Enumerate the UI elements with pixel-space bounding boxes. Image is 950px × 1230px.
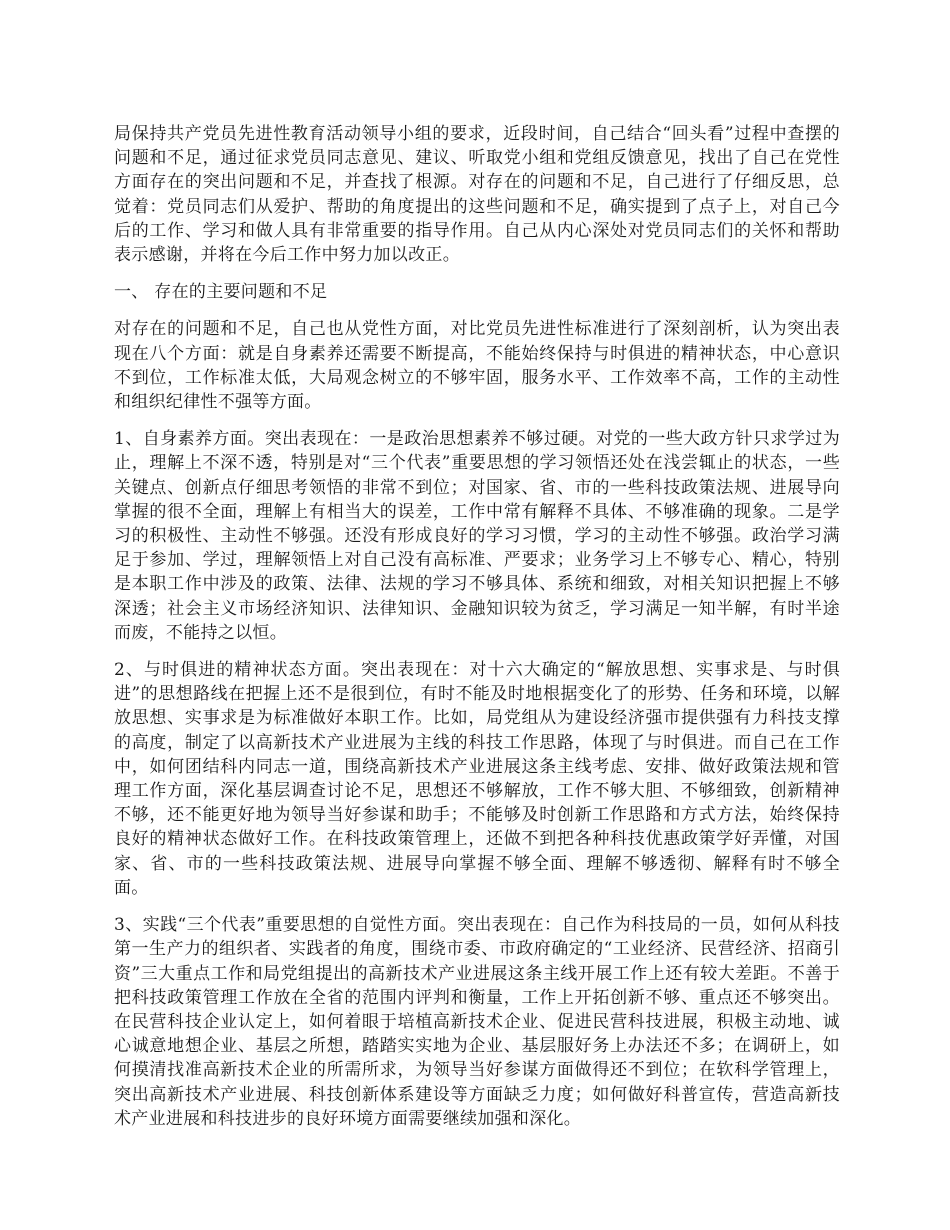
overview-paragraph: 对存在的问题和不足，自己也从党性方面，对比党员先进性标准进行了深刻剖析，认为突出表现在八个方面：就是自身素养还需要不断提高，不能始终保持与时俱进的精神状态，中心意识不到位，工作标准太低，大局观念树立的不够牢固，服务水平、工作效率不高，工作的主动性和组织纪律性不强等方面。 [114,319,840,413]
document-page [114,122,840,1144]
item-3-paragraph: 3、实践“三个代表”重要思想的自觉性方面。突出表现在：自己作为科技局的一员，如何从科技第一生产力的组织者、实践者的角度，围绕市委、市政府确定的“工业经济、民营经济、招商引资”三大重点工作和局党组提出的高新技术产业进展这条主线开展工作上还有较大差距。不善于把科技政策管理工作放在全省的范围内评判和衡量，工作上开拓创新不够、重点还不够突出。在民营科技企业认定上，如何着眼于培植高新技术企业、促进民营科技进展，积极主动地、诚心诚意地想企业、基层之所想，踏踏实实地为企业、基层服好务上办法还不多；在调研上，如何摸清找准高新技术企业的所需所求，为领导当好参谋方面做得还不到位；在软科学管理上，突出高新技术产业进展、科技创新体系建设等方面缺乏力度；如何做好科普宣传，营造高新技术产业进展和科技进步的良好环境方面需要继续加强和深化。 [114,915,840,1129]
section-heading: 一、 存在的主要问题和不足 [114,282,328,303]
item-1-paragraph: 1、自身素养方面。突出表现在：一是政治思想素养不够过硬。对党的一些大政方针只求学过为止，理解上不深不透，特别是对“三个代表”重要思想的学习领悟还处在浅尝辄止的状态，一些关键点、创新点仔细思考领悟的非常不到位；对国家、省、市的一些科技政策法规、进展导向掌握的很不全面，理解上有相当大的误差，工作中常有解释不具体、不够准确的现象。二是学习的积极性、主动性不够强。还没有形成良好的学习习惯，学习的主动性不够强。政治学习满足于参加、学过，理解领悟上对自己没有高标准、严要求；业务学习上不够专心、精心，特别是本职工作中涉及的政策、法律、法规的学习不够具体、系统和细致，对相关知识把握上不够深透；社会主义市场经济知识、法律知识、金融知识较为贫乏，学习满足一知半解，有时半途而废，不能持之以恒。 [114,429,840,643]
item-2-paragraph: 2、与时俱进的精神状态方面。突出表现在：对十六大确定的“解放思想、实事求是、与时俱进”的思想路线在把握上还不是很到位，有时不能及时地根据变化了的形势、任务和环境，以解放思想、实事求是为标准做好本职工作。比如，局党组从为建设经济强市提供强有力科技支撑的高度，制定了以高新技术产业进展为主线的科技工作思路，体现了与时俱进。而自己在工作中，如何团结科内同志一道，围绕高新技术产业进展这条主线考虑、安排、做好政策法规和管理工作方面，深化基层调查讨论不足，思想还不够解放，工作不够大胆、不够细致，创新精神不够，还不能更好地为领导当好参谋和助手；不能够及时创新工作思路和方式方法，始终保持良好的精神状态做好工作。在科技政策管理上，还做不到把各种科技优惠政策学好弄懂，对国家、省、市的一些科技政策法规、进展导向掌握不够全面、理解不够透彻、解释有时不够全面。 [114,660,840,898]
intro-paragraph: 局保持共产党员先进性教育活动领导小组的要求，近段时间，自己结合“回头看”过程中查摆的问题和不足，通过征求党员同志意见、建议、听取党小组和党组反馈意见，找出了自己在党性方面存在的突出问题和不足，并查找了根源。对存在的问题和不足，自己进行了仔细反思，总觉着：党员同志们从爱护、帮助的角度提出的这些问题和不足，确实提到了点子上，对自己今后的工作、学习和做人具有非常重要的指导作用。自己从内心深处对党员同志们的关怀和帮助表示感谢，并将在今后工作中努力加以改正。 [114,124,840,266]
